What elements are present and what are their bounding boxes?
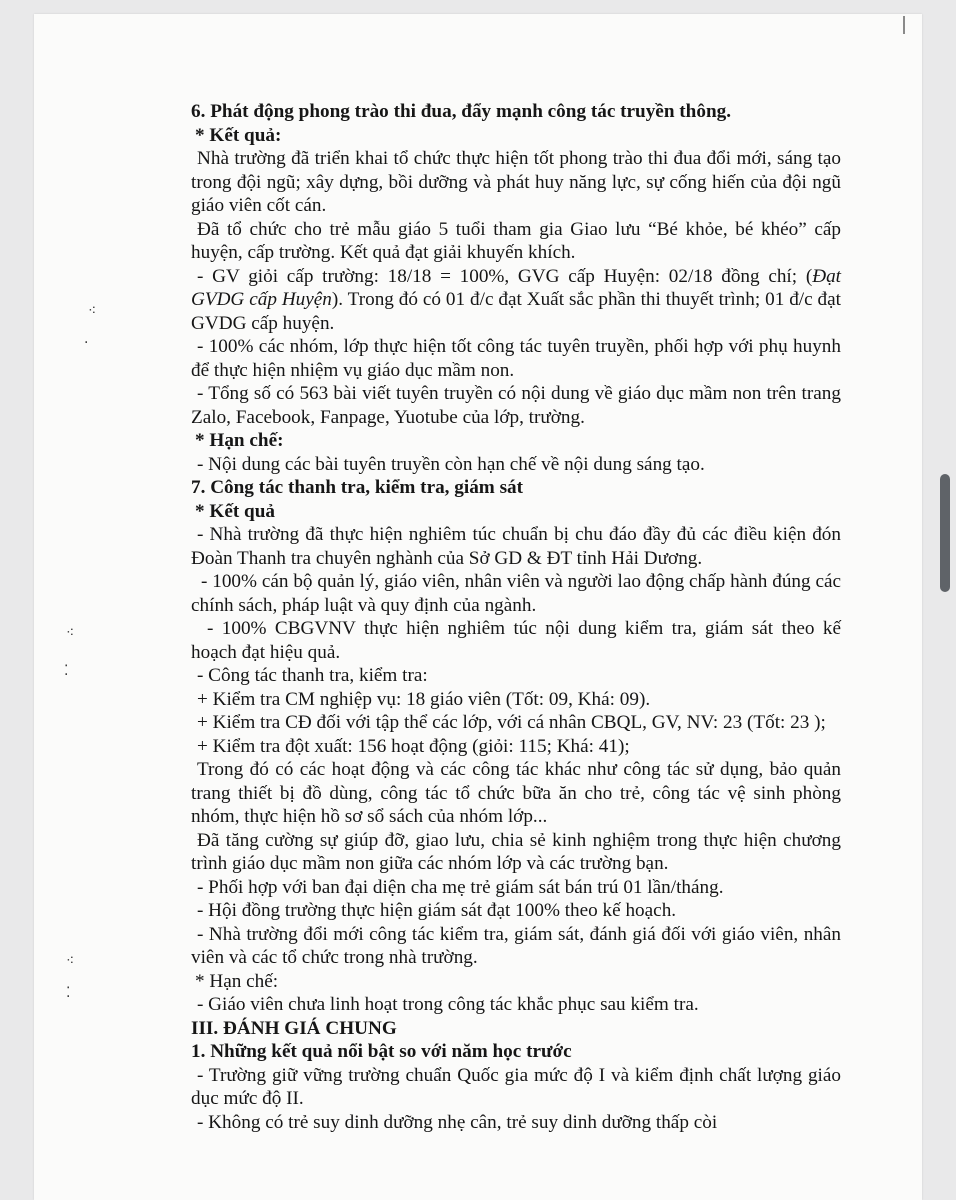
scan-speck: · bbox=[84, 335, 89, 351]
section-6-paragraph: - Tổng số có 563 bài viết tuyên truyền có nội dung về giáo dục mầm non trên trang Zalo, Facebook, Fanpage, Yuotube của lớp, trường. bbox=[191, 383, 841, 428]
section-iii-paragraph: - Trường giữ vững trường chuẩn Quốc gia mức độ I và kiểm định chất lượng giáo dục mức độ II. bbox=[191, 1064, 841, 1109]
section-7-paragraph: - Hội đồng trường thực hiện giám sát đạt 100% theo kế hoạch. bbox=[197, 900, 677, 921]
section-7-paragraph: - 100% cán bộ quản lý, giáo viên, nhân viên và người lao động chấp hành đúng các chính sách, pháp luật và quy định của ngành. bbox=[191, 571, 841, 616]
section-6-result-label: * Kết quả: bbox=[195, 124, 282, 146]
section-6-paragraph: Đã tổ chức cho trẻ mẫu giáo 5 tuổi tham gia Giao lưu “Bé khỏe, bé khéo” cấp huyện, cấp trường. Kết quả đạt giải khuyến khích. bbox=[191, 218, 841, 263]
section-7-result-label: * Kết quả bbox=[195, 500, 275, 522]
section-7-paragraph: + Kiểm tra CM nghiệp vụ: 18 giáo viên (Tốt: 09, Khá: 09). bbox=[197, 688, 651, 710]
scrollbar-thumb[interactable] bbox=[940, 474, 950, 592]
section-7-paragraph: - Nhà trường đổi mới công tác kiểm tra, giám sát, đánh giá đối với giáo viên, nhân viên và các tổ chức trong nhà trường. bbox=[191, 923, 841, 968]
text-run: ). Trong đó có 01 đ/c đạt Xuất sắc phần thi thuyết trình; 01 đ/c đạt GVDG cấp huyện. bbox=[191, 289, 841, 334]
section-6-paragraph bbox=[191, 265, 841, 336]
section-7-limit-text: - Giáo viên chưa linh hoạt trong công tác khắc phục sau kiểm tra. bbox=[197, 994, 699, 1015]
section-6-paragraph: Nhà trường đã triển khai tổ chức thực hiện tốt phong trào thi đua đổi mới, sáng tạo trong đội ngũ; xây dựng, bồi dưỡng và phát huy năng lực, sự cống hiến của đội ngũ giáo viên cốt cán. bbox=[191, 148, 841, 216]
italic-text-run: Đạt GVDG cấp Huyện bbox=[191, 265, 841, 310]
section-iii-paragraph: - Không có trẻ suy dinh dưỡng nhẹ cân, trẻ suy dinh dưỡng thấp còi bbox=[197, 1111, 718, 1133]
document-page bbox=[34, 14, 922, 1200]
scan-speck: ⁖ bbox=[66, 953, 75, 969]
section-6-limit-label: * Hạn chế: bbox=[195, 430, 284, 451]
section-7-paragraph: Đã tăng cường sự giúp đỡ, giao lưu, chia sẻ kinh nghiệm trong thực hiện chương trình giáo dục mầm non giữa các nhóm lớp và các trường bạn. bbox=[191, 829, 841, 874]
section-6-paragraph: - 100% các nhóm, lớp thực hiện tốt công tác tuyên truyền, phối hợp với phụ huynh để thực hiện nhiệm vụ giáo dục mầm non. bbox=[191, 336, 841, 381]
section-7-paragraph: + Kiểm tra đột xuất: 156 hoạt động (giỏi: 115; Khá: 41); bbox=[197, 735, 630, 757]
section-7-paragraph: - 100% CBGVNV thực hiện nghiêm túc nội dung kiểm tra, giám sát theo kế hoạch đạt hiệu quả. bbox=[191, 618, 841, 663]
section-7-paragraph: + Kiểm tra CĐ đối với tập thể các lớp, với cá nhân CBQL, GV, NV: 23 (Tốt: 23 ); bbox=[197, 712, 826, 733]
section-7-limit-label: * Hạn chế: bbox=[195, 970, 279, 992]
section-7-paragraph: - Công tác thanh tra, kiểm tra: bbox=[197, 665, 428, 686]
scan-speck: ⁖ bbox=[66, 625, 75, 641]
scan-speck: ⁚ bbox=[66, 985, 71, 1001]
section-7-paragraph: - Nhà trường đã thực hiện nghiêm túc chuẩn bị chu đáo đầy đủ các điều kiện đón Đoàn Thanh tra chuyên nghành của Sở GD & ĐT tỉnh Hải Dương. bbox=[191, 524, 841, 569]
section-6-limit-text: - Nội dung các bài tuyên truyền còn hạn chế về nội dung sáng tạo. bbox=[197, 453, 705, 475]
scan-speck: ⁚ bbox=[64, 663, 69, 679]
section-7-paragraph: - Phối hợp với ban đại diện cha mẹ trẻ giám sát bán trú 01 lần/tháng. bbox=[197, 876, 724, 898]
page-edge-mark bbox=[903, 16, 905, 34]
section-7-heading: 7. Công tác thanh tra, kiểm tra, giám sát bbox=[191, 477, 524, 498]
section-6-heading: 6. Phát động phong trào thi đua, đẩy mạnh công tác truyền thông. bbox=[191, 101, 732, 122]
text-run: - GV giỏi cấp trường: 18/18 = 100%, GVG cấp Huyện: 02/18 đồng chí; ( bbox=[197, 265, 813, 287]
document-body bbox=[191, 100, 841, 1134]
section-iii-heading: III. ĐÁNH GIÁ CHUNG bbox=[191, 1017, 397, 1039]
scan-speck: ⁖ bbox=[88, 303, 97, 319]
section-7-paragraph: Trong đó có các hoạt động và các công tác khác như công tác sử dụng, bảo quản trang thiết bị đồ dùng, công tác tổ chức bữa ăn cho trẻ, công tác vệ sinh phòng nhóm, thực hiện hồ sơ sổ sách của nhóm lớp... bbox=[191, 759, 841, 827]
section-iii-subheading: 1. Những kết quả nổi bật so với năm học trước bbox=[191, 1041, 572, 1062]
